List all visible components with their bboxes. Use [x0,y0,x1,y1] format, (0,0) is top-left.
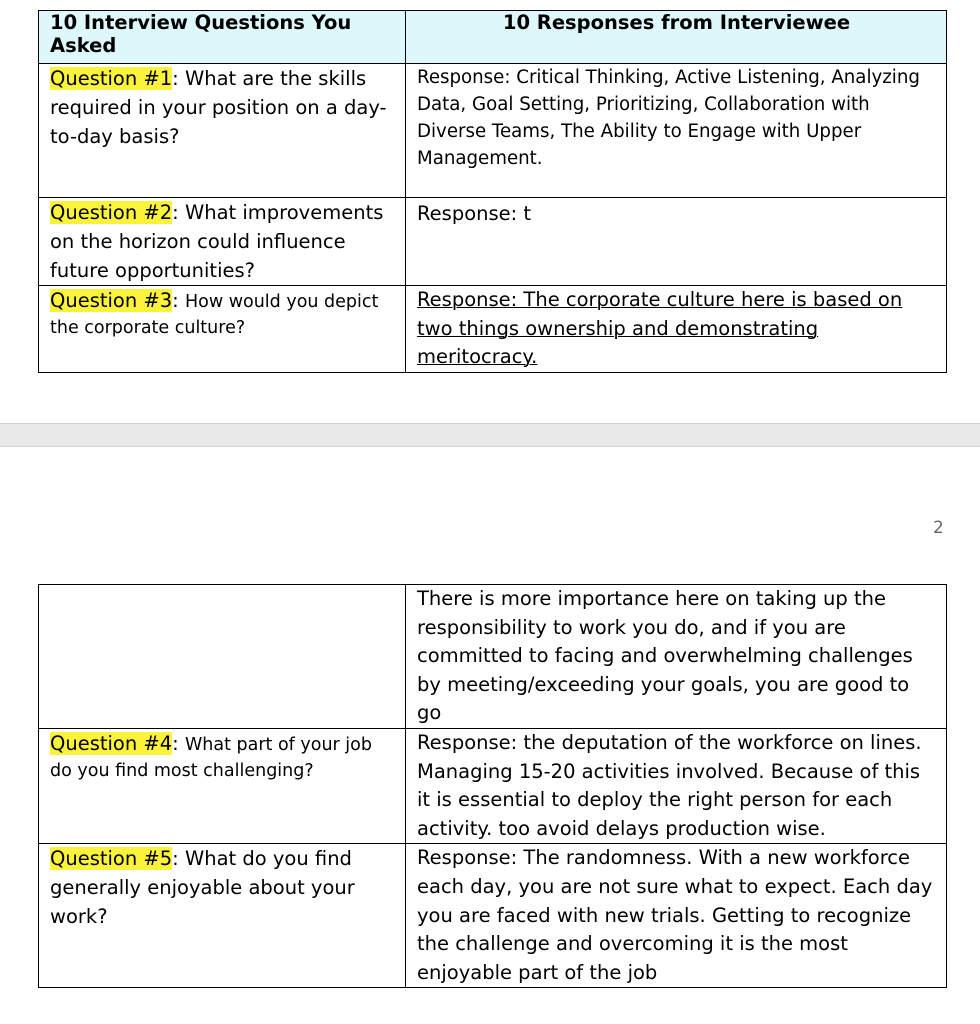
question-label: Question #2 [50,201,173,224]
question-cell [39,844,406,988]
question-text: : What improvements on the horizon could influence future opportunities? [50,201,384,282]
response-cell [406,286,947,373]
table-row [39,728,947,843]
page-break [0,423,980,447]
page-number: 2 [933,518,944,538]
question-cell [39,286,406,373]
question-text: : What do you find generally enjoyable about your work? [50,847,355,929]
question-label: Question #1 [50,67,173,90]
header-questions: 10 Interview Questions You Asked [39,11,406,64]
question-separator: : [172,731,185,755]
table-row [39,585,947,729]
question-cell [39,64,406,198]
interview-table-page2 [38,584,947,988]
question-label: Question #3 [50,289,173,312]
question-label: Question #5 [50,847,173,871]
question-cell-empty [39,585,406,729]
question-cell [39,728,406,843]
question-cell [39,198,406,286]
table-row [39,64,947,198]
table-row [39,198,947,286]
question-text: : What are the skills required in your position on a day-to-day basis? [50,67,387,148]
table-header-row [39,11,947,64]
header-responses: 10 Responses from Interviewee [406,11,947,64]
response-cell: Response: the deputation of the workforce on lines. Managing 15-20 activities involved. Because of this it is essential to deploy the right person for each activity. too avoid delays production wise. [406,728,947,843]
response-text: Response: The corporate culture here is based on two things ownership and demonstrating meritocracy. [417,288,903,369]
response-cell: Response: Critical Thinking, Active Listening, Analyzing Data, Goal Setting, Prioritizing, Collaboration with Diverse Teams, The Ability to Engage with Upper Management. [406,64,947,198]
interview-table-page1 [38,10,947,373]
question-separator: : [172,289,185,312]
response-cell: Response: t [406,198,947,286]
question-label: Question #4 [50,731,173,755]
question-text: What part of your job do you find most challenging? [50,734,372,781]
table-row [39,286,947,373]
response-cell: There is more importance here on taking up the responsibility to work you do, and if you are committed to facing and overwhelming challenges by meeting/exceeding your goals, you are good to go [406,585,947,729]
question-text: How would you depict the corporate culture? [50,292,379,338]
response-cell: Response: The randomness. With a new workforce each day, you are not sure what to expect. Each day you are faced with new trials. Getting to recognize the challenge and overcoming it is the most enjoyable part of the job [406,844,947,988]
table-row [39,844,947,988]
